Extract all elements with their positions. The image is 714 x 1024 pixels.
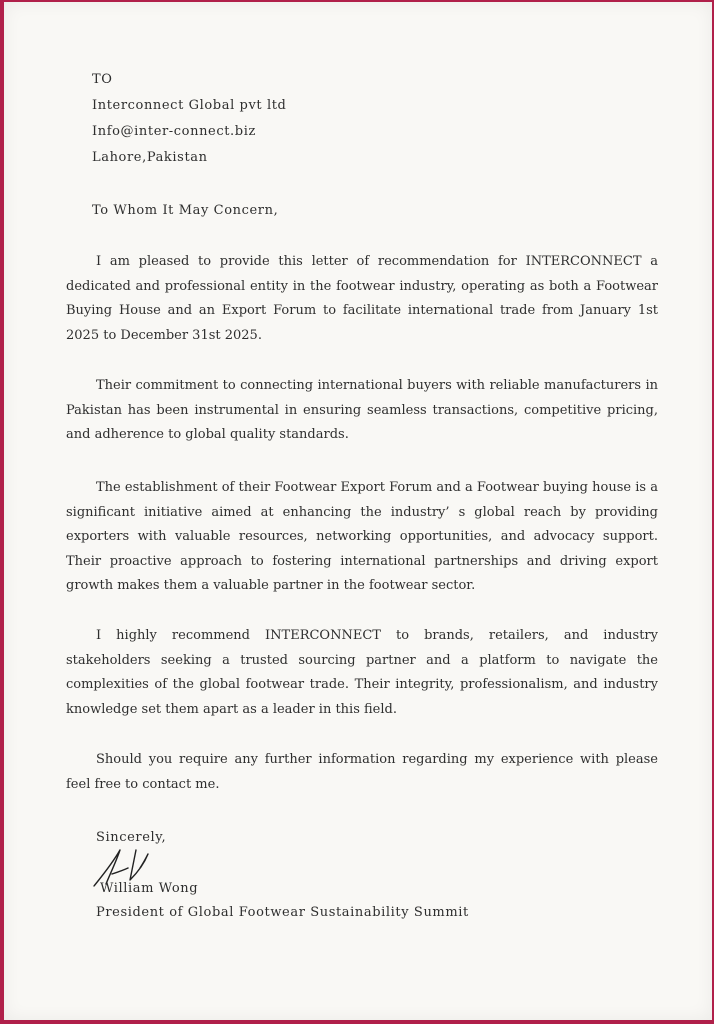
- recipient-company: Interconnect Global pvt ltd: [92, 98, 287, 113]
- salutation: To Whom It May Concern,: [92, 203, 279, 218]
- signer-title: President of Global Footwear Sustainability Summit: [96, 905, 469, 920]
- paragraph-commitment: Their commitment to connecting international buyers with reliable manufacturers in Pakistan has been instrumental in ensuring seamless transactions, competitive pricing, and adherence to global quality standards.: [66, 378, 658, 443]
- recipient-email: Info@inter-connect.biz: [92, 124, 256, 139]
- closing: Sincerely,: [96, 830, 167, 845]
- recipient-to: TO: [92, 72, 113, 87]
- paragraph-contact: Should you require any further information regarding my experience with please feel free to contact me.: [66, 752, 658, 792]
- paragraph-recommendation: I highly recommend INTERCONNECT to brands, retailers, and industry stakeholders seeking a trusted sourcing partner and a platform to navigate the complexities of the global footwear trade. Their integrity, professionalism, and industry knowledge set them apart as a leader in this field.: [66, 628, 658, 717]
- paragraph-intro: I am pleased to provide this letter of recommendation for INTERCONNECT a dedicated and professional entity in the footwear industry, operating as both a Footwear Buying House and an Export Forum to facilitate international trade from January 1st 2025 to December 31st 2025.: [66, 254, 658, 343]
- recommendation-letter: [4, 2, 712, 1020]
- paragraph-establishment: The establishment of their Footwear Export Forum and a Footwear buying house is a significant initiative aimed at enhancing the industry’ s global reach by providing exporters with valuable resources, networking opportunities, and advocacy support. Their proactive approach to fostering international partnerships and driving export growth makes them a valuable partner in the footwear sector.: [66, 480, 658, 594]
- recipient-location: Lahore,Pakistan: [92, 150, 208, 165]
- signer-name: William Wong: [100, 881, 199, 896]
- letter-paper: [4, 2, 712, 1020]
